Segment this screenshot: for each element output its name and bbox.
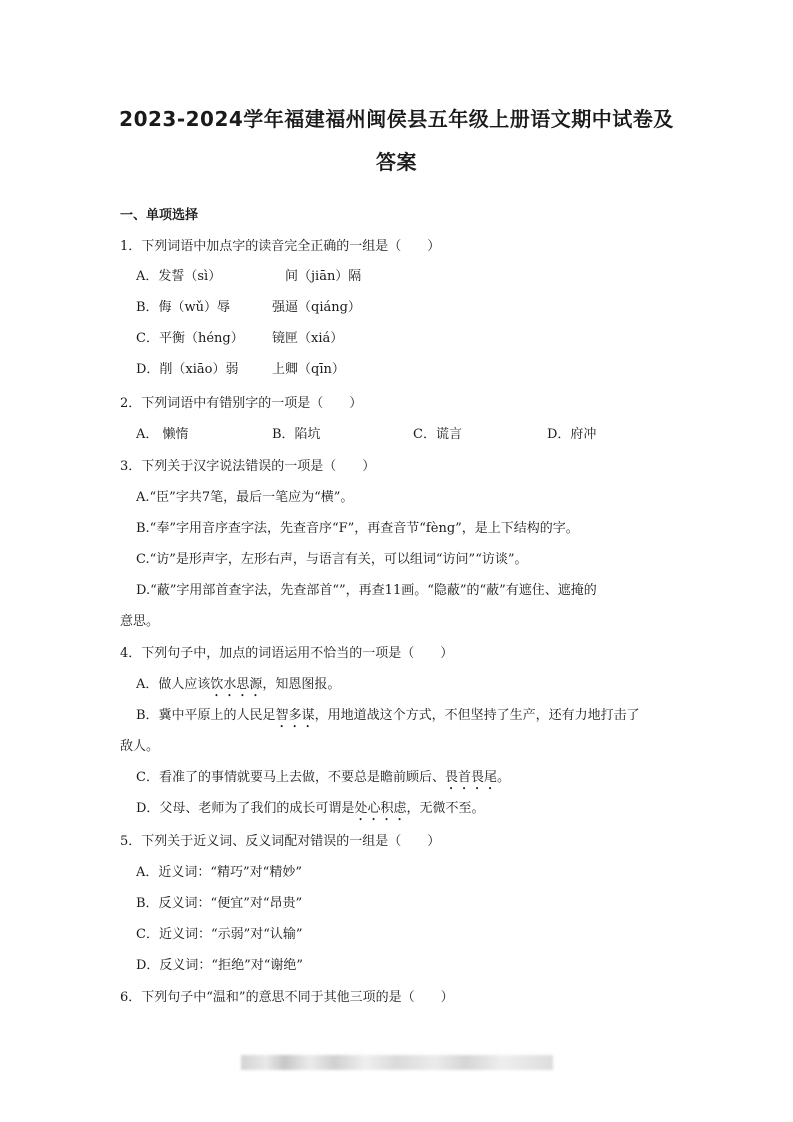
section-heading: 一、单项选择	[120, 208, 199, 223]
question-3-option-c: C.“访”是形声字，左形右声，与语言有关，可以组词“访问”“访谈”。	[136, 552, 528, 567]
dotted-word: 处心积虑	[354, 801, 407, 816]
question-3-option-d-continued: 意思。	[120, 614, 160, 629]
question-4-option-b	[136, 707, 640, 731]
dotted-word: 饮水思源	[210, 677, 263, 692]
question-3-option-a: A.“臣”字共7笔，最后一笔应为“横”。	[136, 490, 354, 505]
question-5-option-d: D．反义词：“拒绝”对“谢绝”	[136, 958, 304, 973]
question-5-option-c: C．近义词：“示弱”对“认输”	[136, 927, 303, 942]
option-text: ，无微不至。	[406, 801, 485, 816]
question-3-option-b: B.“奉”字用音序查字法，先查音序“F”，再查音节“fèng”，是上下结构的字。	[136, 521, 579, 536]
option-text: 。	[496, 770, 510, 785]
question-2-option-b: B．陷坑	[272, 427, 321, 442]
question-3-option-d: D.“蔽”字用部首查字法，先查部首“”，再查11画。“隐蔽”的“蔽”有遮住、遮掩的	[136, 583, 597, 598]
question-1-option-a	[136, 268, 221, 286]
question-5-stem: 5．下列关于近义词、反义词配对错误的一组是（ ）	[120, 834, 441, 849]
question-3-stem: 3．下列关于汉字说法错误的一项是（ ）	[120, 459, 376, 474]
question-1-stem: 1．下列词语中加点字的读音完全正确的一组是（ ）	[120, 239, 441, 254]
option-text: B．冀中平原上的人民足	[136, 708, 276, 723]
dotted-word: 畏首畏尾	[444, 770, 497, 785]
option-text: C．看准了的事情就要马上去做，不要总是瞻前顾后、	[136, 770, 445, 785]
question-1-option-d: D．削（xiāo）弱	[136, 362, 239, 377]
blurred-footer-watermark	[241, 1055, 553, 1070]
question-2-option-c: C．谎言	[413, 427, 462, 442]
question-1-option-b: B．侮（wǔ）辱	[136, 300, 231, 315]
question-4-option-d	[136, 800, 484, 824]
question-4-option-c	[136, 769, 510, 793]
question-4-stem: 4．下列句子中，加点的词语运用不恰当的一项是（ ）	[120, 646, 454, 661]
question-6-stem: 6．下列句子中“温和”的意思不同于其他三项的是（ ）	[120, 990, 454, 1005]
question-2-stem: 2．下列词语中有错别字的一项是（ ）	[120, 396, 363, 411]
question-1-option-a-word2: 间（jiān）隔	[285, 269, 362, 284]
option-text: ，知恩图报。	[262, 677, 341, 692]
question-2-option-d: D．府冲	[547, 427, 597, 442]
question-1-option-c-word2: 镜匣（xiá）	[272, 331, 344, 346]
question-1-option-d-word2: 上卿（qīn）	[272, 362, 345, 377]
option-text: D．父母、老师为了我们的成长可谓是	[136, 801, 355, 816]
question-2-option-a: A． 懒惰	[136, 427, 189, 442]
question-5-option-b: B．反义词：“便宜”对“昂贵”	[136, 896, 303, 911]
question-1-option-c: C．平衡（héng）	[136, 331, 244, 346]
dotted-word: 智多谋	[275, 708, 315, 723]
document-title-line-1: 2023-2024学年福建福州闽侯县五年级上册语文期中试卷及	[119, 107, 674, 131]
option-text: A．做人应该	[136, 677, 211, 692]
question-4-option-a	[136, 676, 340, 700]
question-5-option-a: A．近义词：“精巧”对“精妙”	[136, 865, 302, 880]
question-1-option-b-word2: 强逼（qiáng）	[272, 300, 361, 315]
question-4-option-b-continued: 敌人。	[120, 739, 160, 754]
document-title-line-2: 答案	[376, 150, 417, 174]
option-text: ，用地道战这个方式，不但坚持了生产，还有力地打击了	[314, 708, 640, 723]
option-text: A．发誓（sì）	[136, 269, 222, 284]
